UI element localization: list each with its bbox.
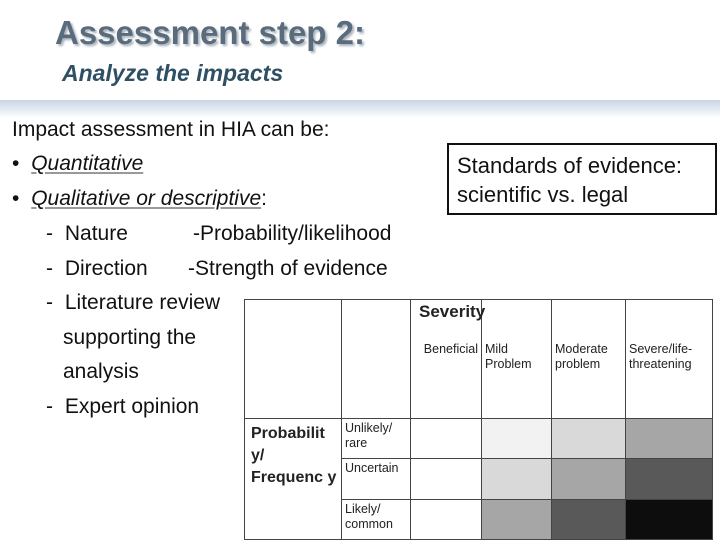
intro-text: Impact assessment in HIA can be:: [12, 118, 330, 141]
sub-item-strength: -Strength of evidence: [188, 257, 388, 280]
probability-level-label: Uncertain: [345, 460, 399, 475]
probability-level: [342, 458, 411, 500]
matrix-cell: [552, 500, 626, 540]
dash-marker: -: [46, 291, 53, 314]
sub-item-literature: [46, 291, 220, 315]
probability-level: [342, 500, 411, 540]
severity-level: Mild Problem: [485, 342, 532, 371]
sub-item-label: Expert opinion: [64, 395, 200, 418]
header-divider: [0, 100, 720, 118]
probability-level-label: Unlikely/ rare: [345, 421, 393, 450]
sub-item-label: Literature review: [64, 291, 221, 314]
bullet-marker: •: [12, 152, 20, 175]
sub-item-label: Nature: [64, 222, 128, 245]
matrix-corner: [245, 300, 342, 419]
sub-item-nature: [46, 222, 128, 246]
standards-line: scientific vs. legal: [457, 182, 629, 207]
sub-item-expert: [46, 395, 199, 419]
bullet-label: Qualitative or descriptive: [31, 187, 262, 210]
bullet-marker: •: [12, 187, 20, 210]
matrix-cell: [552, 419, 626, 459]
sub-item-direction: [46, 257, 148, 281]
matrix-cell: [626, 500, 713, 540]
sub-item-continuation: analysis: [63, 360, 139, 383]
slide-title: Assessment step 2:: [55, 14, 365, 51]
probability-label: Probabilit y/ Frequenc y: [251, 425, 337, 486]
matrix-row: [245, 419, 713, 459]
matrix-cell: [626, 419, 713, 459]
probability-level-label: Likely/ common: [345, 502, 393, 532]
bullet-qualitative: [12, 187, 267, 211]
severity-header: [482, 300, 552, 419]
bullet-suffix: :: [261, 187, 267, 210]
sub-item-continuation: supporting the: [63, 326, 197, 349]
standards-line: Standards of evidence:: [457, 153, 683, 178]
dash-marker: -: [46, 222, 53, 245]
matrix-cell: [411, 500, 482, 540]
severity-level: Severe/life-threatening: [629, 342, 693, 371]
matrix-cell: [411, 419, 482, 459]
severity-label: Severity: [419, 302, 486, 321]
matrix-cell: [411, 458, 482, 500]
severity-level: Beneficial: [423, 342, 478, 356]
matrix-cell: [482, 419, 552, 459]
severity-header: [626, 300, 713, 419]
sub-item-probability: -Probability/likelihood: [193, 222, 392, 245]
bullet-quantitative: [12, 152, 143, 176]
matrix-cell: [626, 458, 713, 500]
slide-subtitle: Analyze the impacts: [62, 60, 284, 86]
standards-box: [447, 143, 717, 215]
severity-level: Moderate problem: [555, 342, 608, 371]
matrix-cell: [482, 500, 552, 540]
severity-header: [552, 300, 626, 419]
matrix-cell: [552, 458, 626, 500]
bullet-label: Quantitative: [31, 152, 144, 175]
dash-marker: -: [46, 395, 53, 418]
probability-header: [245, 419, 342, 540]
dash-marker: -: [46, 257, 53, 280]
risk-matrix: [244, 299, 713, 540]
matrix-cell: [482, 458, 552, 500]
matrix-corner: [342, 300, 411, 419]
probability-level: [342, 419, 411, 459]
sub-item-label: Direction: [64, 257, 148, 280]
